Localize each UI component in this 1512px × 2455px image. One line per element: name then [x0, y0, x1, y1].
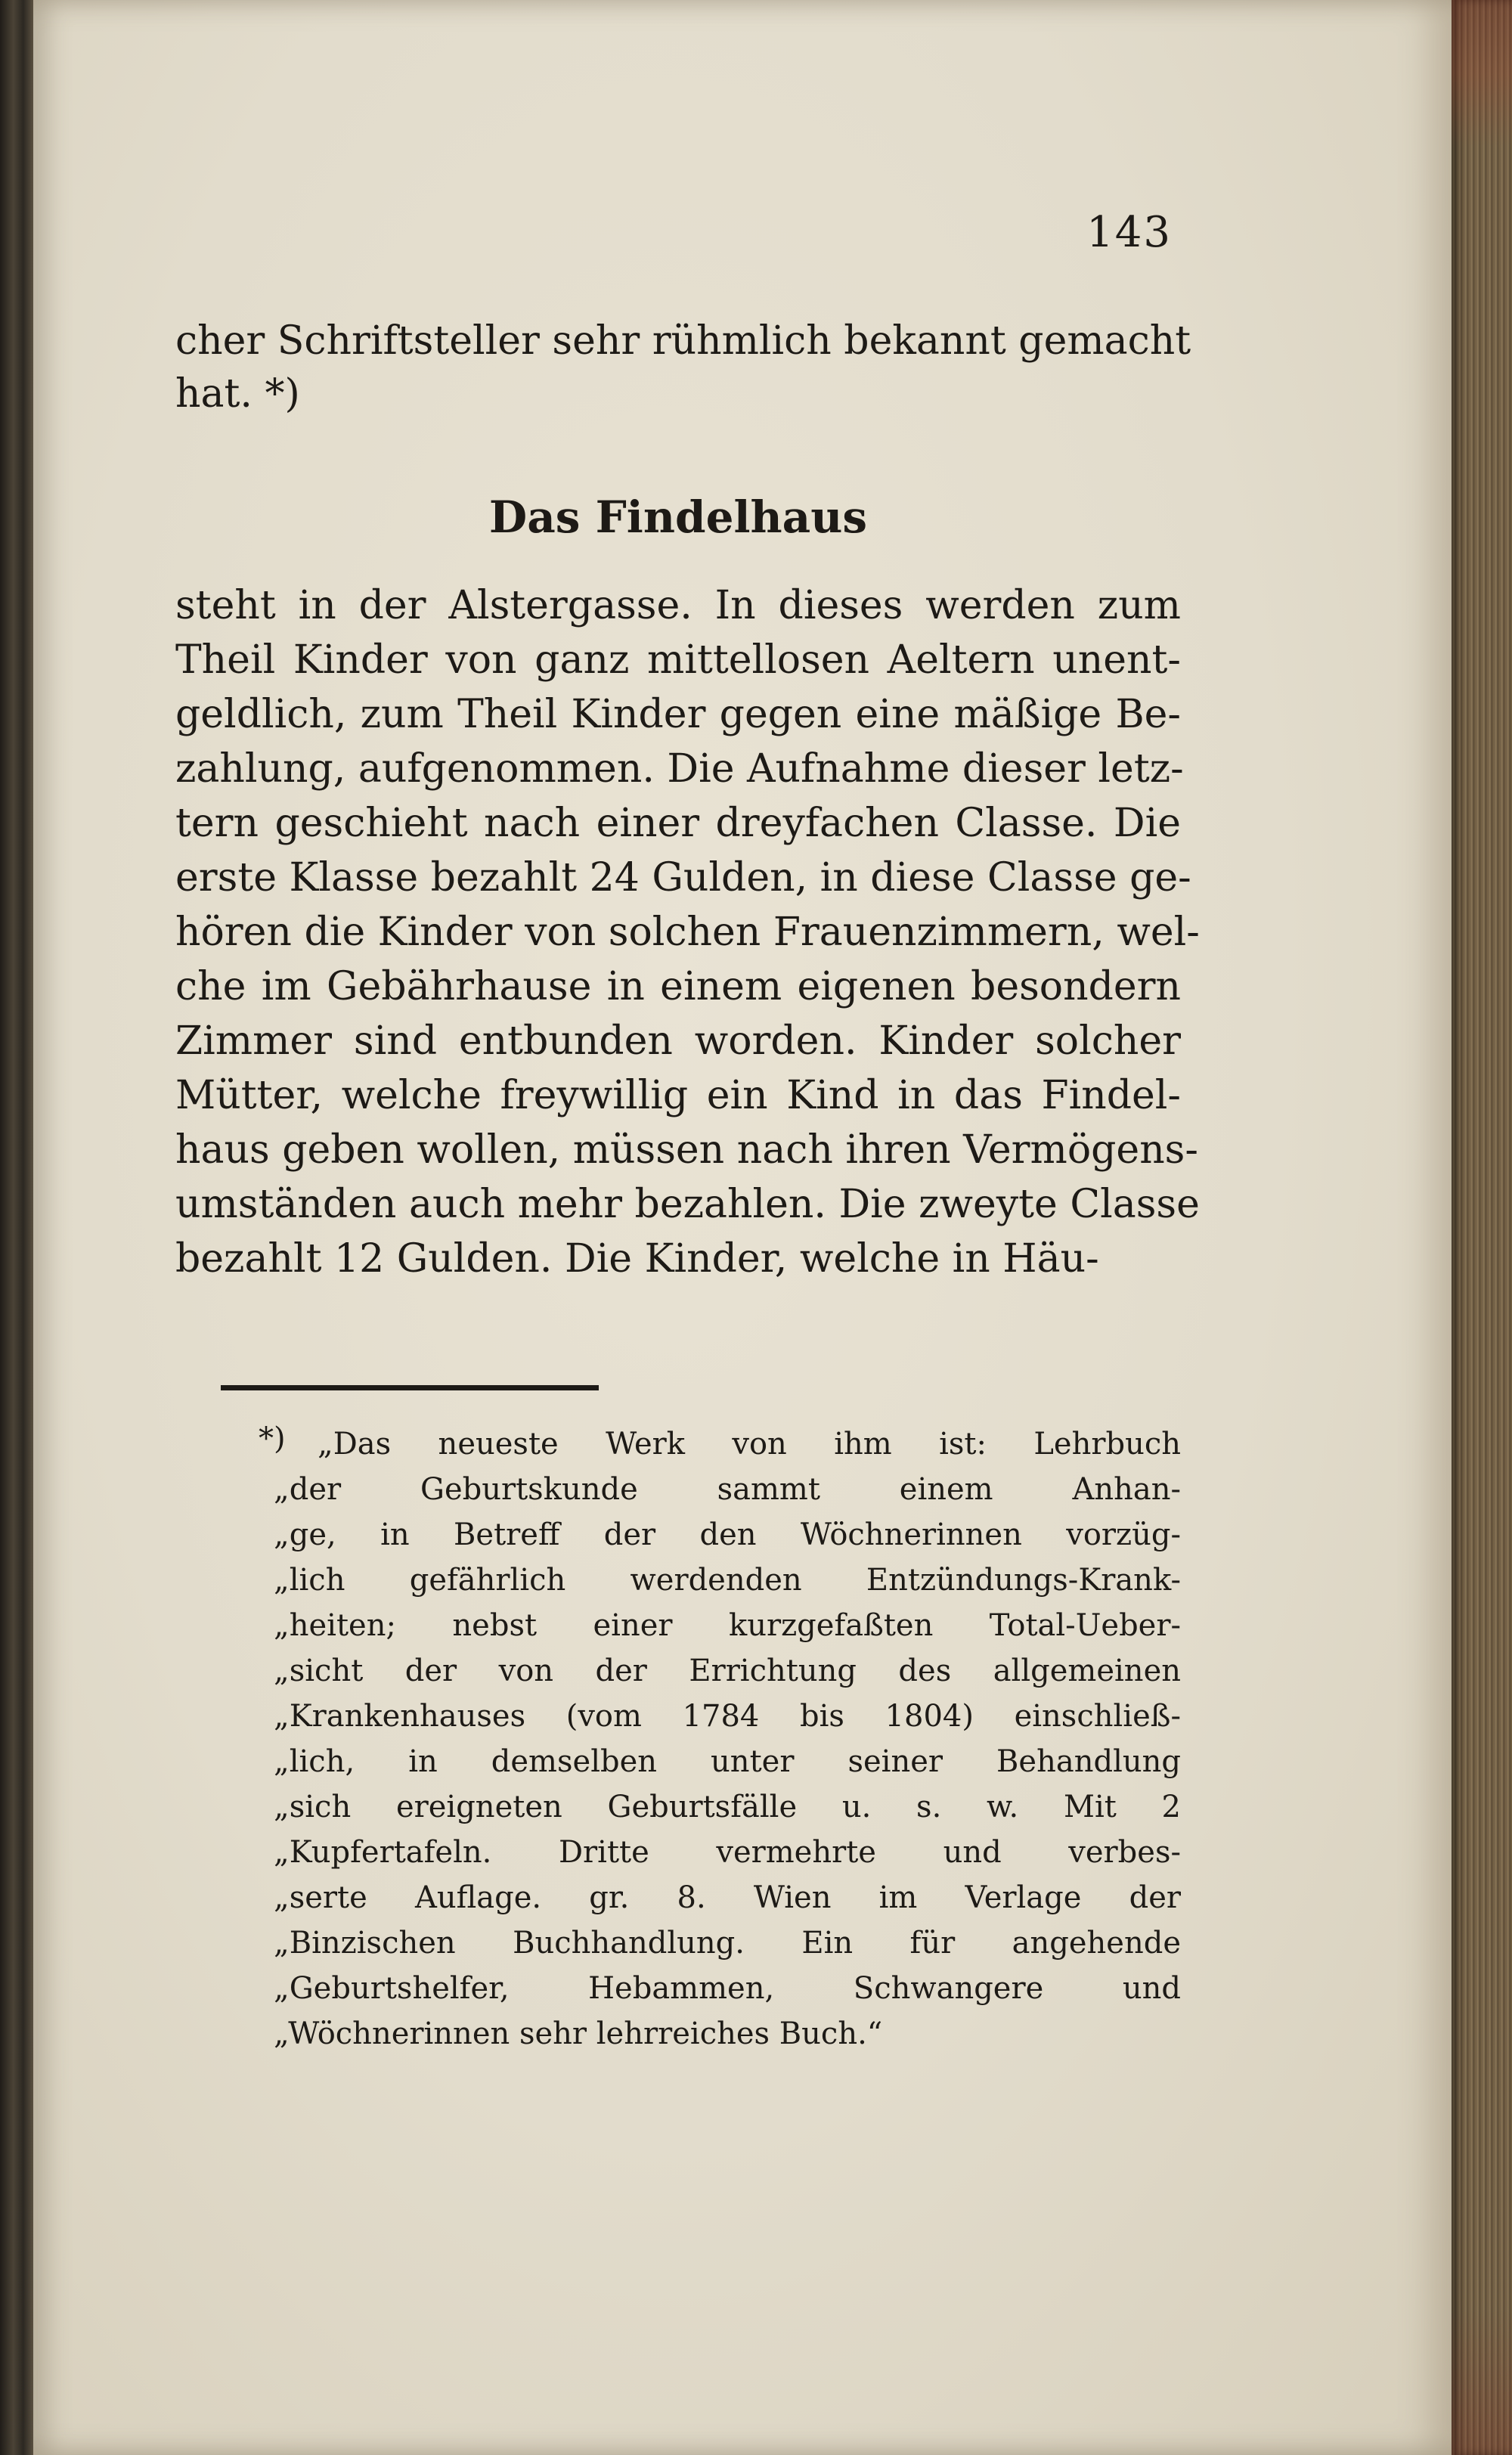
- body-line: steht in der Alstergasse. In dieses werden zum: [175, 583, 1181, 628]
- body-line: Zimmer sind entbunden worden. Kinder solcher: [175, 1018, 1181, 1064]
- body-line: geldlich, zum Theil Kinder gegen eine mäßige Be-: [175, 692, 1181, 737]
- body-line: bezahlt 12 Gulden. Die Kinder, welche in Häu-: [175, 1236, 1099, 1282]
- footnote-line: „ge, in Betreff der den Wöchnerinnen vorzüg-: [274, 1517, 1181, 1552]
- page-number: 143: [1086, 208, 1172, 257]
- body-line: tern geschieht nach einer dreyfachen Classe. Die: [175, 801, 1181, 846]
- footnote-rule: [221, 1385, 599, 1390]
- footnote-line: „Kupfertafeln. Dritte vermehrte und verbes-: [274, 1835, 1181, 1870]
- footnote-line: „lich, in demselben unter seiner Behandlung: [274, 1744, 1181, 1779]
- footnote-line: „der Geburtskunde sammt einem Anhan-: [274, 1472, 1181, 1507]
- body-line: che im Gebährhause in einem eigenen besondern: [175, 964, 1181, 1009]
- body-line: hören die Kinder von solchen Frauenzimmern, wel-: [175, 910, 1200, 955]
- footnote-line: „sicht der von der Errichtung des allgemeinen: [274, 1654, 1181, 1688]
- body-line: umständen auch mehr bezahlen. Die zweyte Classe: [175, 1182, 1200, 1227]
- footnote-line: „sich ereigneten Geburtsfälle u. s. w. Mit 2: [274, 1790, 1181, 1824]
- footnote-marker: *): [259, 1421, 286, 1456]
- footnote-line: „Geburtshelfer, Hebammen, Schwangere und: [274, 1971, 1181, 2006]
- body-line: zahlung, aufgenommen. Die Aufnahme dieser letz-: [175, 746, 1184, 792]
- footnote-line: „serte Auflage. gr. 8. Wien im Verlage der: [274, 1880, 1181, 1915]
- footnote-line: „Das neueste Werk von ihm ist: Lehrbuch: [318, 1427, 1181, 1462]
- section-heading: Das Findelhaus: [488, 491, 868, 543]
- footnote-line: „lich gefährlich werdenden Entzündungs-Krank-: [274, 1563, 1181, 1598]
- body-line: Theil Kinder von ganz mittellosen Aeltern unent-: [175, 637, 1181, 683]
- body-line: haus geben wollen, müssen nach ihren Vermögens-: [175, 1127, 1198, 1173]
- footnote-line: „Krankenhauses (vom 1784 bis 1804) einschließ-: [274, 1699, 1181, 1734]
- footnote-line: „Wöchnerinnen sehr lehrreiches Buch.“: [274, 2016, 883, 2051]
- page-edges-tint: [1452, 0, 1512, 2455]
- body-line: Mütter, welche freywillig ein Kind in das Findel-: [175, 1073, 1181, 1118]
- page-edges: [1452, 0, 1512, 2455]
- body-line: hat. *): [175, 371, 300, 417]
- body-line: erste Klasse bezahlt 24 Gulden, in diese Classe ge-: [175, 855, 1191, 900]
- footnote-line: „heiten; nebst einer kurzgefaßten Total-Ueber-: [274, 1608, 1181, 1643]
- footnote-line: „Binzischen Buchhandlung. Ein für angehende: [274, 1926, 1181, 1961]
- left-cover-edge: [0, 0, 33, 2455]
- body-line: cher Schriftsteller sehr rühmlich bekannt gemacht: [175, 318, 1191, 364]
